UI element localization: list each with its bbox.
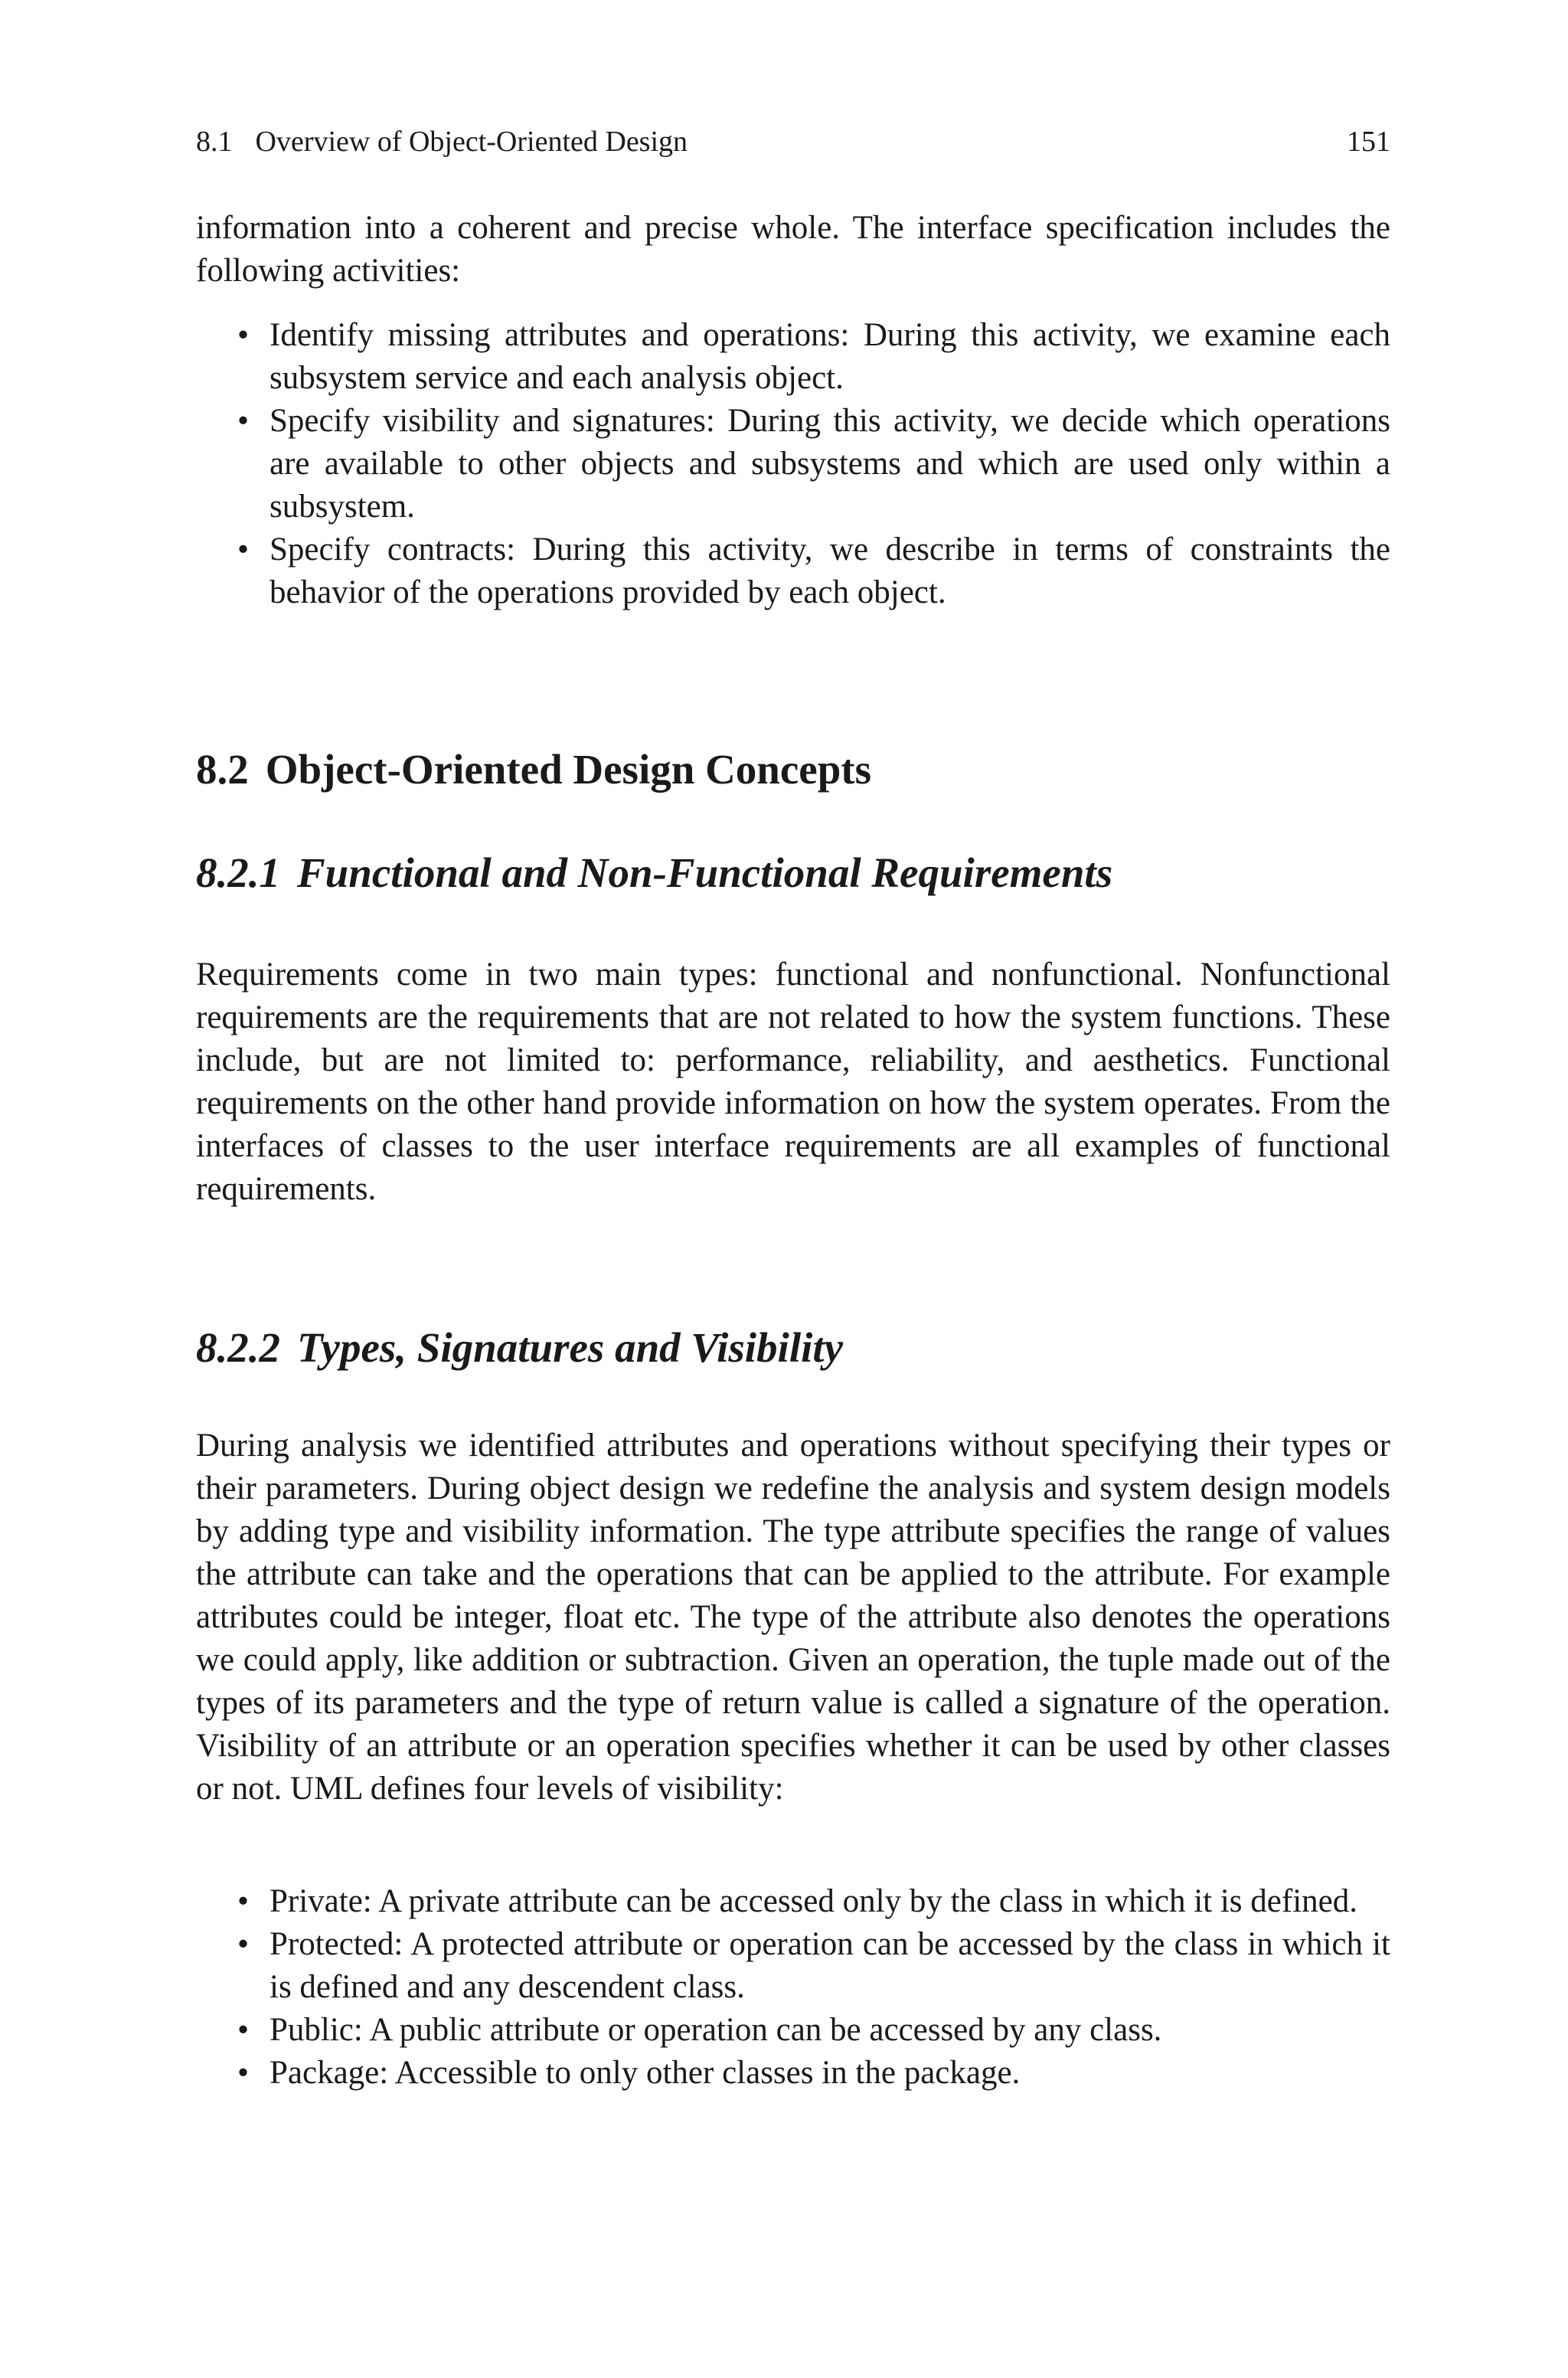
- list-item-text: Identify missing attributes and operations: During this activity, we examine each subsystem service and each analysis object.: [270, 317, 1390, 396]
- list-item-text: Specify visibility and signatures: During this activity, we decide which operations are available to other objects and subsystems and which are used only within a subsystem.: [270, 403, 1390, 525]
- list-item: [196, 400, 1390, 528]
- subsection-title: Types, Signatures and Visibility: [297, 1324, 844, 1371]
- list-item-text: Private: A private attribute can be accessed only by the class in which it is defined.: [270, 1883, 1357, 1919]
- running-head: [196, 123, 1390, 161]
- bullet-icon: •: [237, 2012, 250, 2048]
- bullet-icon: •: [237, 2055, 250, 2091]
- list-item: [196, 314, 1390, 400]
- list-item-text: Protected: A protected attribute or operation can be accessed by the class in which it is defined and any descendent class.: [270, 1926, 1390, 2005]
- bullet-icon: •: [237, 317, 250, 353]
- bullet-icon: •: [237, 532, 250, 568]
- list-item: [196, 1923, 1390, 2009]
- list-item: [196, 528, 1390, 614]
- subsection-heading-8-2-1: [196, 846, 1390, 900]
- running-head-section-title: Overview of Object-Oriented Design: [255, 126, 688, 158]
- subsection-heading-8-2-2: [196, 1321, 1390, 1375]
- page-number: 151: [1347, 126, 1390, 158]
- bullet-icon: •: [237, 1883, 250, 1919]
- running-head-section-number: 8.1: [196, 126, 233, 158]
- subsection-title: Functional and Non-Functional Requirements: [297, 849, 1113, 896]
- list-item-text: Specify contracts: During this activity, we describe in terms of constraints the behavior of the operations provided by each object.: [270, 532, 1390, 610]
- list-item: [196, 2052, 1390, 2095]
- intro-paragraph: information into a coherent and precise whole. The interface specification includes the following activities:: [196, 210, 1390, 289]
- requirements-paragraph: Requirements come in two main types: functional and nonfunctional. Nonfunctional requirements are the requirements that are not related to how the system functions. These include, but are not limited to: performance, reliability, and aesthetics. Functional requirements on the other hand provide information on how the system operates. From the interfaces of classes to the user interface requirements are all examples of functional requirements.: [196, 957, 1390, 1207]
- list-item: [196, 1880, 1390, 1923]
- bullet-icon: •: [237, 403, 250, 439]
- activities-list: [196, 314, 1390, 614]
- book-page: [196, 0, 1390, 2378]
- list-item-text: Public: A public attribute or operation can be accessed by any class.: [270, 2012, 1162, 2048]
- bullet-icon: •: [237, 1926, 250, 1962]
- subsection-number: 8.2.1: [196, 849, 280, 896]
- section-heading: [196, 743, 1390, 796]
- subsection-number: 8.2.2: [196, 1324, 280, 1371]
- list-item: [196, 2009, 1390, 2052]
- running-head-left: [196, 123, 688, 161]
- section-title: Object-Oriented Design Concepts: [265, 746, 872, 793]
- types-paragraph: During analysis we identified attributes and operations without specifying their types or their parameters. During object design we redefine the analysis and system design models by adding type and visibility information. The type attribute specifies the range of values the attribute can take and the operations that can be applied to the attribute. For example attributes could be integer, float etc. The type of the attribute also denotes the operations we could apply, like addition or subtraction. Given an operation, the tuple made out of the types of its parameters and the type of return value is called a signature of the operation. Visibility of an attribute or an operation specifies whether it can be used by other classes or not. UML defines four levels of visibility:: [196, 1428, 1390, 1807]
- list-item-text: Package: Accessible to only other classes in the package.: [270, 2055, 1021, 2091]
- section-number: 8.2: [196, 746, 249, 793]
- visibility-levels-list: [196, 1880, 1390, 2095]
